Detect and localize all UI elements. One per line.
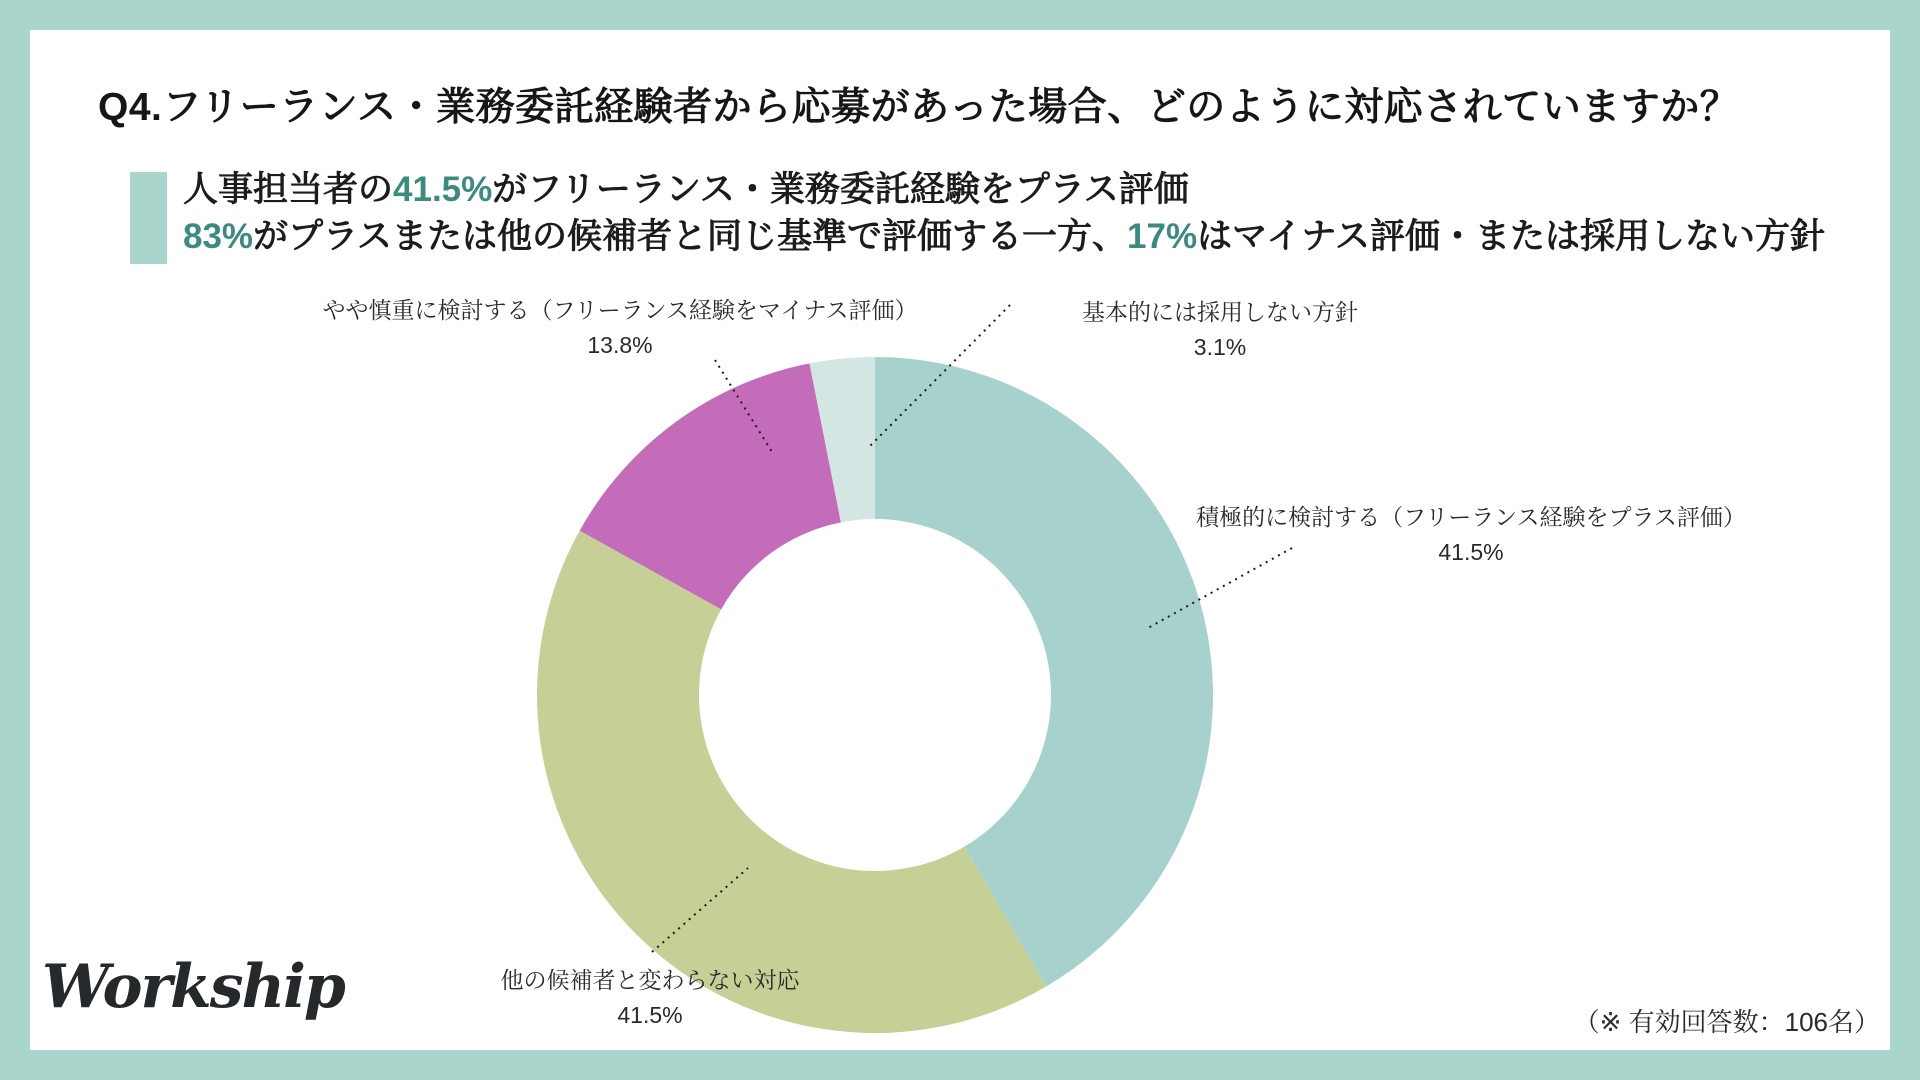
summary-text: がフリーランス・業務委託経験をプラス評価 [492, 170, 1189, 209]
donut-label-cautious-negative [320, 293, 920, 363]
donut-label-no-hire-pct: 3.1% [1193, 334, 1247, 360]
summary-text: はマイナス評価・または採用しない方針 [1197, 217, 1825, 256]
donut-label-same-standard [350, 963, 950, 1033]
page-title: Q4.フリーランス・業務委託経験者から応募があった場合、どのように対応されていますか？ [98, 86, 1740, 129]
donut-label-cautious-negative-pct: 13.8% [587, 332, 653, 358]
donut-label-positive-eval [1171, 500, 1771, 570]
donut-label-no-hire [1020, 295, 1420, 365]
summary-highlight: 17% [1127, 217, 1198, 256]
summary-highlight: 41.5% [393, 170, 493, 209]
donut-label-no-hire-text: 基本的には採用しない方針 [1082, 299, 1358, 325]
summary-text: 人事担当者の [183, 170, 394, 209]
workship-logo: Workship [42, 952, 344, 1022]
summary-text: がプラスまたは他の候補者と同じ基準で評価する一方、 [253, 217, 1128, 256]
donut-label-positive-eval-pct: 41.5% [1438, 539, 1504, 565]
donut-label-cautious-negative-text: やや慎重に検討する（フリーランス経験をマイナス評価） [322, 297, 918, 323]
donut-segment-same-standard [537, 531, 1046, 1033]
donut-label-same-standard-pct: 41.5% [617, 1002, 683, 1028]
sample-size-note: （※ 有効回答数：106名） [1573, 1007, 1880, 1037]
donut-label-same-standard-text: 他の候補者と変わらない対応 [500, 967, 800, 993]
donut-label-positive-eval-text: 積極的に検討する（フリーランス経験をプラス評価） [1196, 504, 1746, 530]
summary-highlight: 83% [183, 217, 254, 256]
